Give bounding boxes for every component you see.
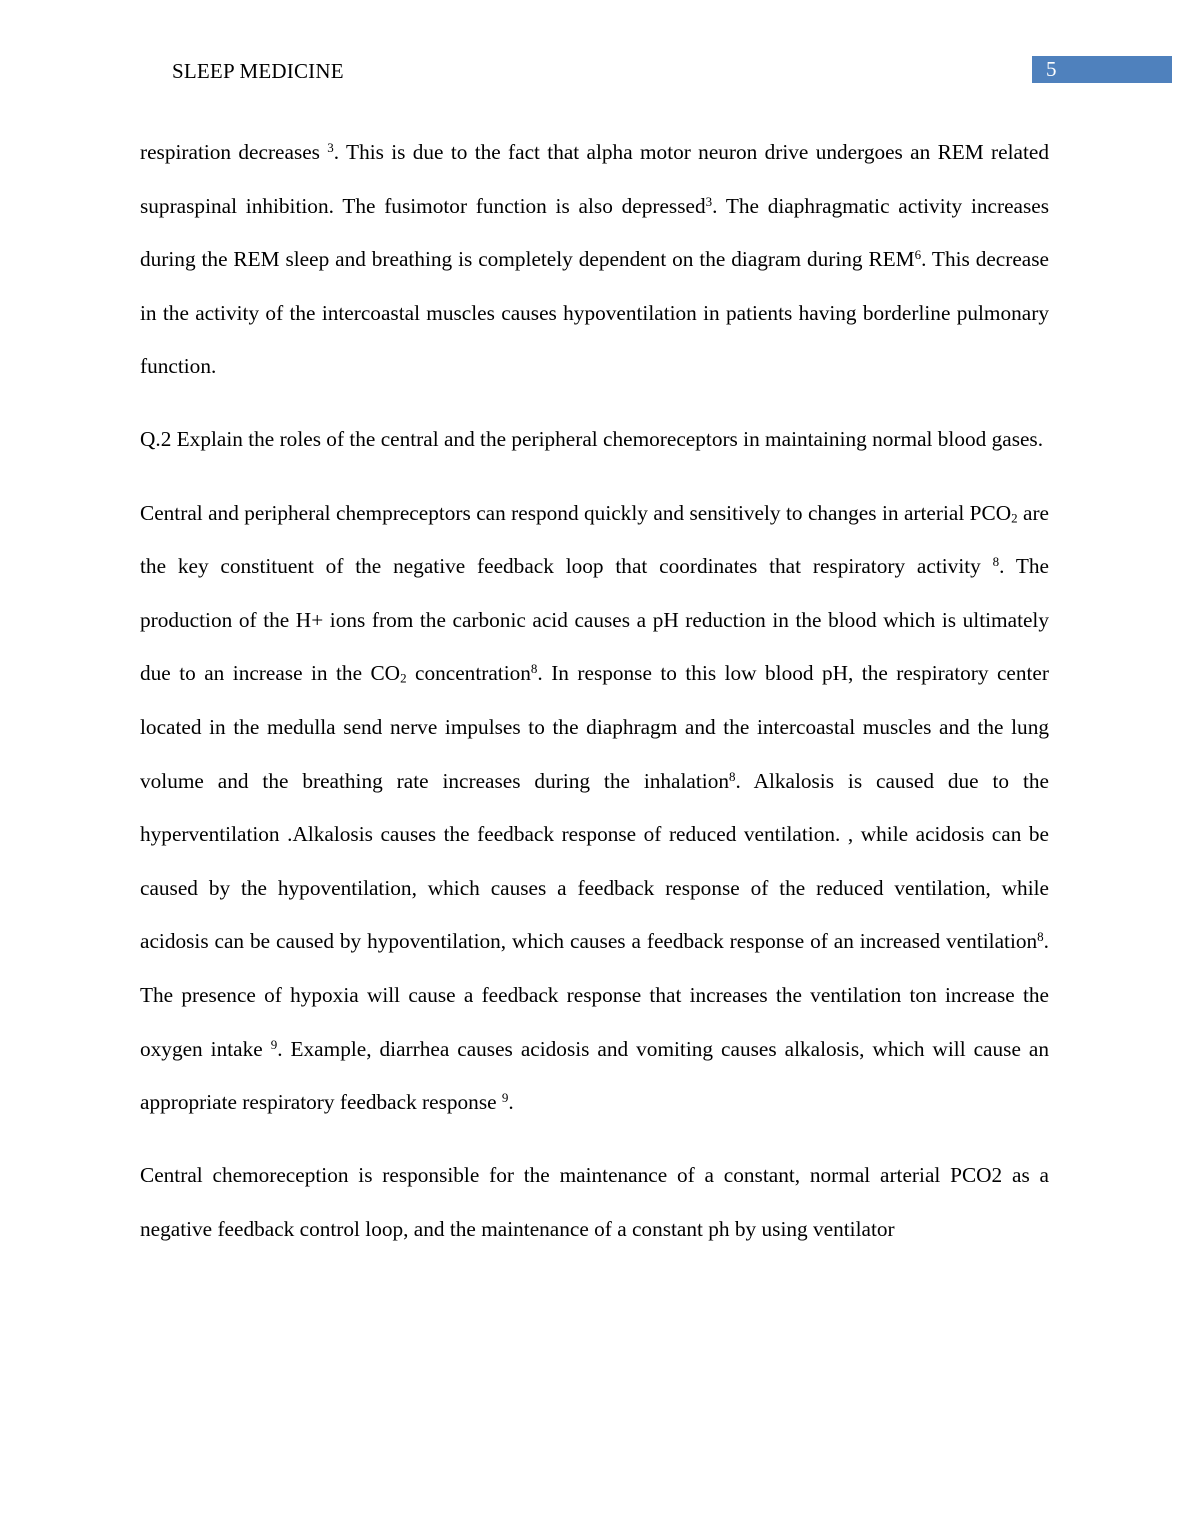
document-body <box>140 126 1049 1256</box>
paragraph-rem-respiration <box>140 126 1049 394</box>
text-run: Central and peripheral chempreceptors can respond quickly and sensitively to changes in arterial PCO <box>140 500 1012 525</box>
text-run: . The diaphragmatic activity increases during the REM sleep and breathing is completely dependent on the diagram during REM <box>140 193 1049 272</box>
text-run: . The production of the H+ ions from the carbonic acid causes a pH reduction in the blood which is ultimately due to an increase in the CO <box>140 554 1049 686</box>
citation-ref: 8 <box>1037 929 1044 945</box>
text-run: . The presence of hypoxia will cause a feedback response that increases the ventilation ton increase the oxygen intake <box>140 929 1049 1061</box>
citation-ref: 3 <box>705 193 713 209</box>
question-heading: Q.2 Explain the roles of the central and the peripheral chemoreceptors in maintaining normal blood gases. <box>140 427 1044 452</box>
paragraph-central-chemoreception: Central chemoreception is responsible for the maintenance of a constant, normal arterial PCO2 as a negative feedback control loop, and the maintenance of a constant ph by using ventilator <box>140 1163 1049 1241</box>
text-run: . <box>508 1090 514 1115</box>
text-run: . Example, diarrhea causes acidosis and vomiting causes alkalosis, which will cause an appropriate respiratory feedback response <box>140 1036 1049 1115</box>
citation-ref: 9 <box>270 1036 278 1052</box>
text-run: are the key constituent of the negative feedback loop that coordinates that respiratory activity <box>140 500 1049 579</box>
citation-ref: 8 <box>530 661 538 677</box>
text-run: . This decrease in the activity of the intercoastal muscles causes hypoventilation in patients having borderline pulmonary function. <box>140 247 1049 379</box>
citation-ref: 6 <box>914 247 922 263</box>
text-run: . In response to this low blood pH, the respiratory center located in the medulla send nerve impulses to the diaphragm and the intercoastal muscles and the lung volume and the breathing rate increases during the inhalation <box>140 661 1049 793</box>
page-number: 5 <box>1032 56 1172 83</box>
citation-ref: 3 <box>327 139 334 155</box>
header-title: SLEEP MEDICINE <box>172 59 344 83</box>
subscript: 2 <box>1011 510 1018 526</box>
text-run: respiration decreases <box>140 140 328 164</box>
text-run: concentration <box>406 661 531 686</box>
subscript: 2 <box>400 670 407 686</box>
text-run: . Alkalosis is caused due to the hyperventilation .Alkalosis causes the feedback response of reduced ventilation. , while acidosis can be caused by the hypoventilation, which causes a feedback response of the reduced ventilation, while acidosis can be caused by hypoventilation, which causes a feedback response of an increased ventilation <box>140 768 1049 954</box>
paragraph-chemoreceptors <box>140 487 1049 1130</box>
text-run: . This is due to the fact that alpha motor neuron drive undergoes an REM related supraspinal inhibition. The fusimotor function is also depressed <box>140 140 1049 218</box>
citation-ref: 9 <box>501 1089 509 1105</box>
citation-ref: 8 <box>992 554 1000 570</box>
citation-ref: 8 <box>729 768 736 784</box>
